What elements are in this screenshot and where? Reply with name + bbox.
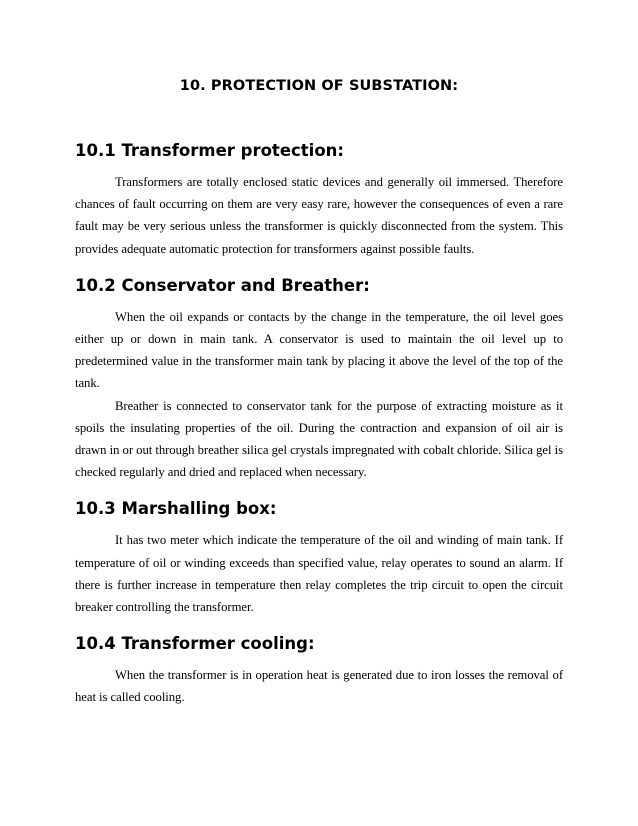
paragraph: It has two meter which indicate the temperature of the oil and winding of main tank. If temperature of oil or winding exceeds than specified value, relay operates to sound an alarm. If there is further increase in temperature then relay completes the trip circuit to open the circuit breaker controlling the transformer. <box>75 533 563 615</box>
paragraph: When the transformer is in operation heat is generated due to iron losses the removal of heat is called cooling. <box>75 668 563 705</box>
section-heading: 10.1 Transformer protection: <box>75 141 345 160</box>
page-content <box>75 76 563 724</box>
page-title: 10. PROTECTION OF SUBSTATION: <box>179 78 459 94</box>
paragraph: Breather is connected to conservator tank for the purpose of extracting moisture as it spoils the insulating properties of the oil. During the contraction and expansion of oil air is drawn in or out through breather silica gel crystals impregnated with cobalt chloride. Silica gel is checked regularly and dried and replaced when necessary. <box>75 398 563 480</box>
section-transformer-protection <box>75 140 563 260</box>
section-heading: 10.3 Marshalling box: <box>75 499 277 519</box>
paragraph: When the oil expands or contacts by the change in the temperature, the oil level goes either up or down in main tank. A conservator is used to maintain the oil level up to predetermined value in the transformer main tank by placing it above the level of the top of the tank. <box>75 309 563 391</box>
section-conservator-breather <box>75 275 563 484</box>
section-heading: 10.2 Conservator and Breather: <box>75 275 370 295</box>
section-transformer-cooling <box>75 633 563 708</box>
paragraph: Transformers are totally enclosed static devices and generally oil immersed. Therefore chances of fault occurring on them are very easy rare, however the consequences of even a rare fault may be very serious unless the transformer is quickly disconnected from the system. This provides adequate automatic protection for transformers against possible faults. <box>75 175 563 256</box>
section-marshalling-box <box>75 498 563 618</box>
section-heading: 10.4 Transformer cooling: <box>75 634 315 654</box>
